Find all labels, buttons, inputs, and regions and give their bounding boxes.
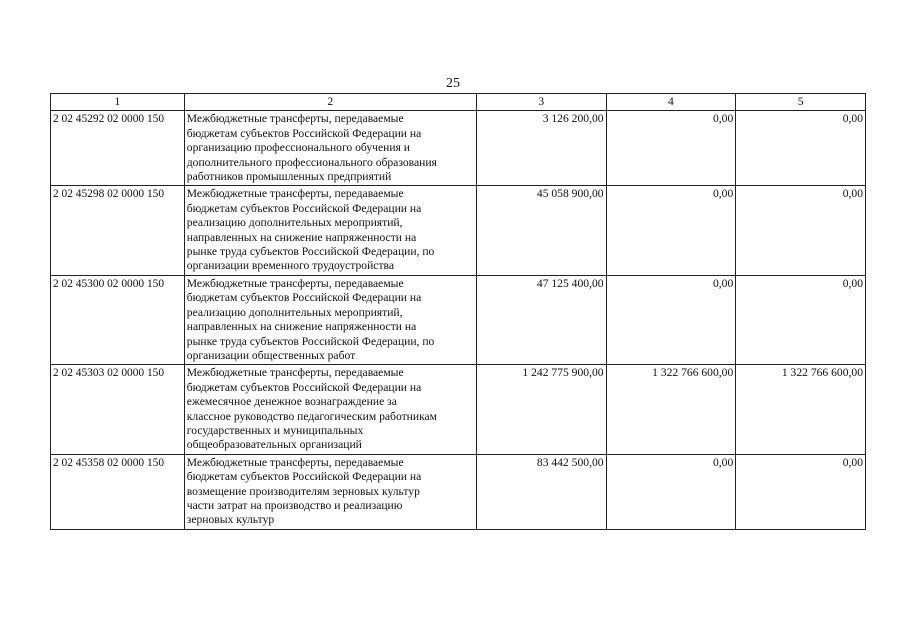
description-line: дополнительного профессионального образования <box>186 155 437 169</box>
description-line: бюджетам субъектов Российской Федерации на <box>186 291 422 305</box>
table-row <box>51 365 866 454</box>
description-line: ежемесячное денежное вознаграждение за <box>186 395 397 409</box>
budget-code: 2 02 45300 02 0000 150 <box>51 275 185 364</box>
description-line: зерновых культур <box>186 513 275 527</box>
description-line: общеобразовательных организаций <box>186 438 362 452</box>
transfer-description <box>184 454 476 529</box>
amount-col-5: 0,00 <box>736 275 866 364</box>
description-line: Межбюджетные трансферты, передаваемые <box>186 112 404 126</box>
column-header-1: 1 <box>51 94 185 111</box>
transfer-description <box>184 111 476 186</box>
amount-col-3: 47 125 400,00 <box>476 275 606 364</box>
amount-col-5: 1 322 766 600,00 <box>736 365 866 454</box>
description-line: направленных на снижение напряженности на <box>186 320 417 334</box>
budget-code: 2 02 45303 02 0000 150 <box>51 365 185 454</box>
amount-col-3: 3 126 200,00 <box>476 111 606 186</box>
table-row <box>51 186 866 275</box>
description-line: реализацию дополнительных мероприятий, <box>186 305 403 319</box>
column-header-4: 4 <box>606 94 736 111</box>
amount-col-3: 45 058 900,00 <box>476 186 606 275</box>
amount-col-4: 1 322 766 600,00 <box>606 365 736 454</box>
budget-table <box>50 93 866 530</box>
description-line: бюджетам субъектов Российской Федерации на <box>186 126 422 140</box>
transfer-description <box>184 275 476 364</box>
description-line: направленных на снижение напряженности на <box>186 230 417 244</box>
transfer-description <box>184 186 476 275</box>
amount-col-3: 1 242 775 900,00 <box>476 365 606 454</box>
table-row <box>51 454 866 529</box>
description-line: организации общественных работ <box>186 348 356 362</box>
description-line: классное руководство педагогическим работникам <box>186 409 438 423</box>
budget-code: 2 02 45298 02 0000 150 <box>51 186 185 275</box>
column-header-5: 5 <box>736 94 866 111</box>
description-line: бюджетам субъектов Российской Федерации на <box>186 380 422 394</box>
column-header-2: 2 <box>184 94 476 111</box>
description-line: бюджетам субъектов Российской Федерации на <box>186 470 422 484</box>
header-row <box>51 94 866 111</box>
amount-col-3: 83 442 500,00 <box>476 454 606 529</box>
amount-col-4: 0,00 <box>606 275 736 364</box>
description-line: работников промышленных предприятий <box>186 170 392 184</box>
table-row <box>51 275 866 364</box>
description-line: организации временного трудоустройства <box>186 259 394 273</box>
amount-col-5: 0,00 <box>736 111 866 186</box>
description-line: Межбюджетные трансферты, передаваемые <box>186 276 404 290</box>
amount-col-5: 0,00 <box>736 454 866 529</box>
description-line: рынке труда субъектов Российской Федерации, по <box>186 245 435 259</box>
description-line: части затрат на производство и реализацию <box>186 498 403 512</box>
amount-col-4: 0,00 <box>606 111 736 186</box>
table-row <box>51 111 866 186</box>
description-line: реализацию дополнительных мероприятий, <box>186 216 403 230</box>
column-header-3: 3 <box>476 94 606 111</box>
transfer-description <box>184 365 476 454</box>
description-line: бюджетам субъектов Российской Федерации на <box>186 201 422 215</box>
amount-col-4: 0,00 <box>606 186 736 275</box>
description-line: рынке труда субъектов Российской Федерации, по <box>186 334 435 348</box>
budget-code: 2 02 45358 02 0000 150 <box>51 454 185 529</box>
description-line: организацию профессионального обучения и <box>186 141 410 155</box>
description-line: Межбюджетные трансферты, передаваемые <box>186 455 404 469</box>
budget-code: 2 02 45292 02 0000 150 <box>51 111 185 186</box>
description-line: Межбюджетные трансферты, передаваемые <box>186 366 404 380</box>
amount-col-5: 0,00 <box>736 186 866 275</box>
description-line: Межбюджетные трансферты, передаваемые <box>186 187 404 201</box>
description-line: возмещение производителям зерновых культур <box>186 484 420 498</box>
amount-col-4: 0,00 <box>606 454 736 529</box>
page-number: 25 <box>446 76 460 91</box>
description-line: государственных и муниципальных <box>186 423 364 437</box>
